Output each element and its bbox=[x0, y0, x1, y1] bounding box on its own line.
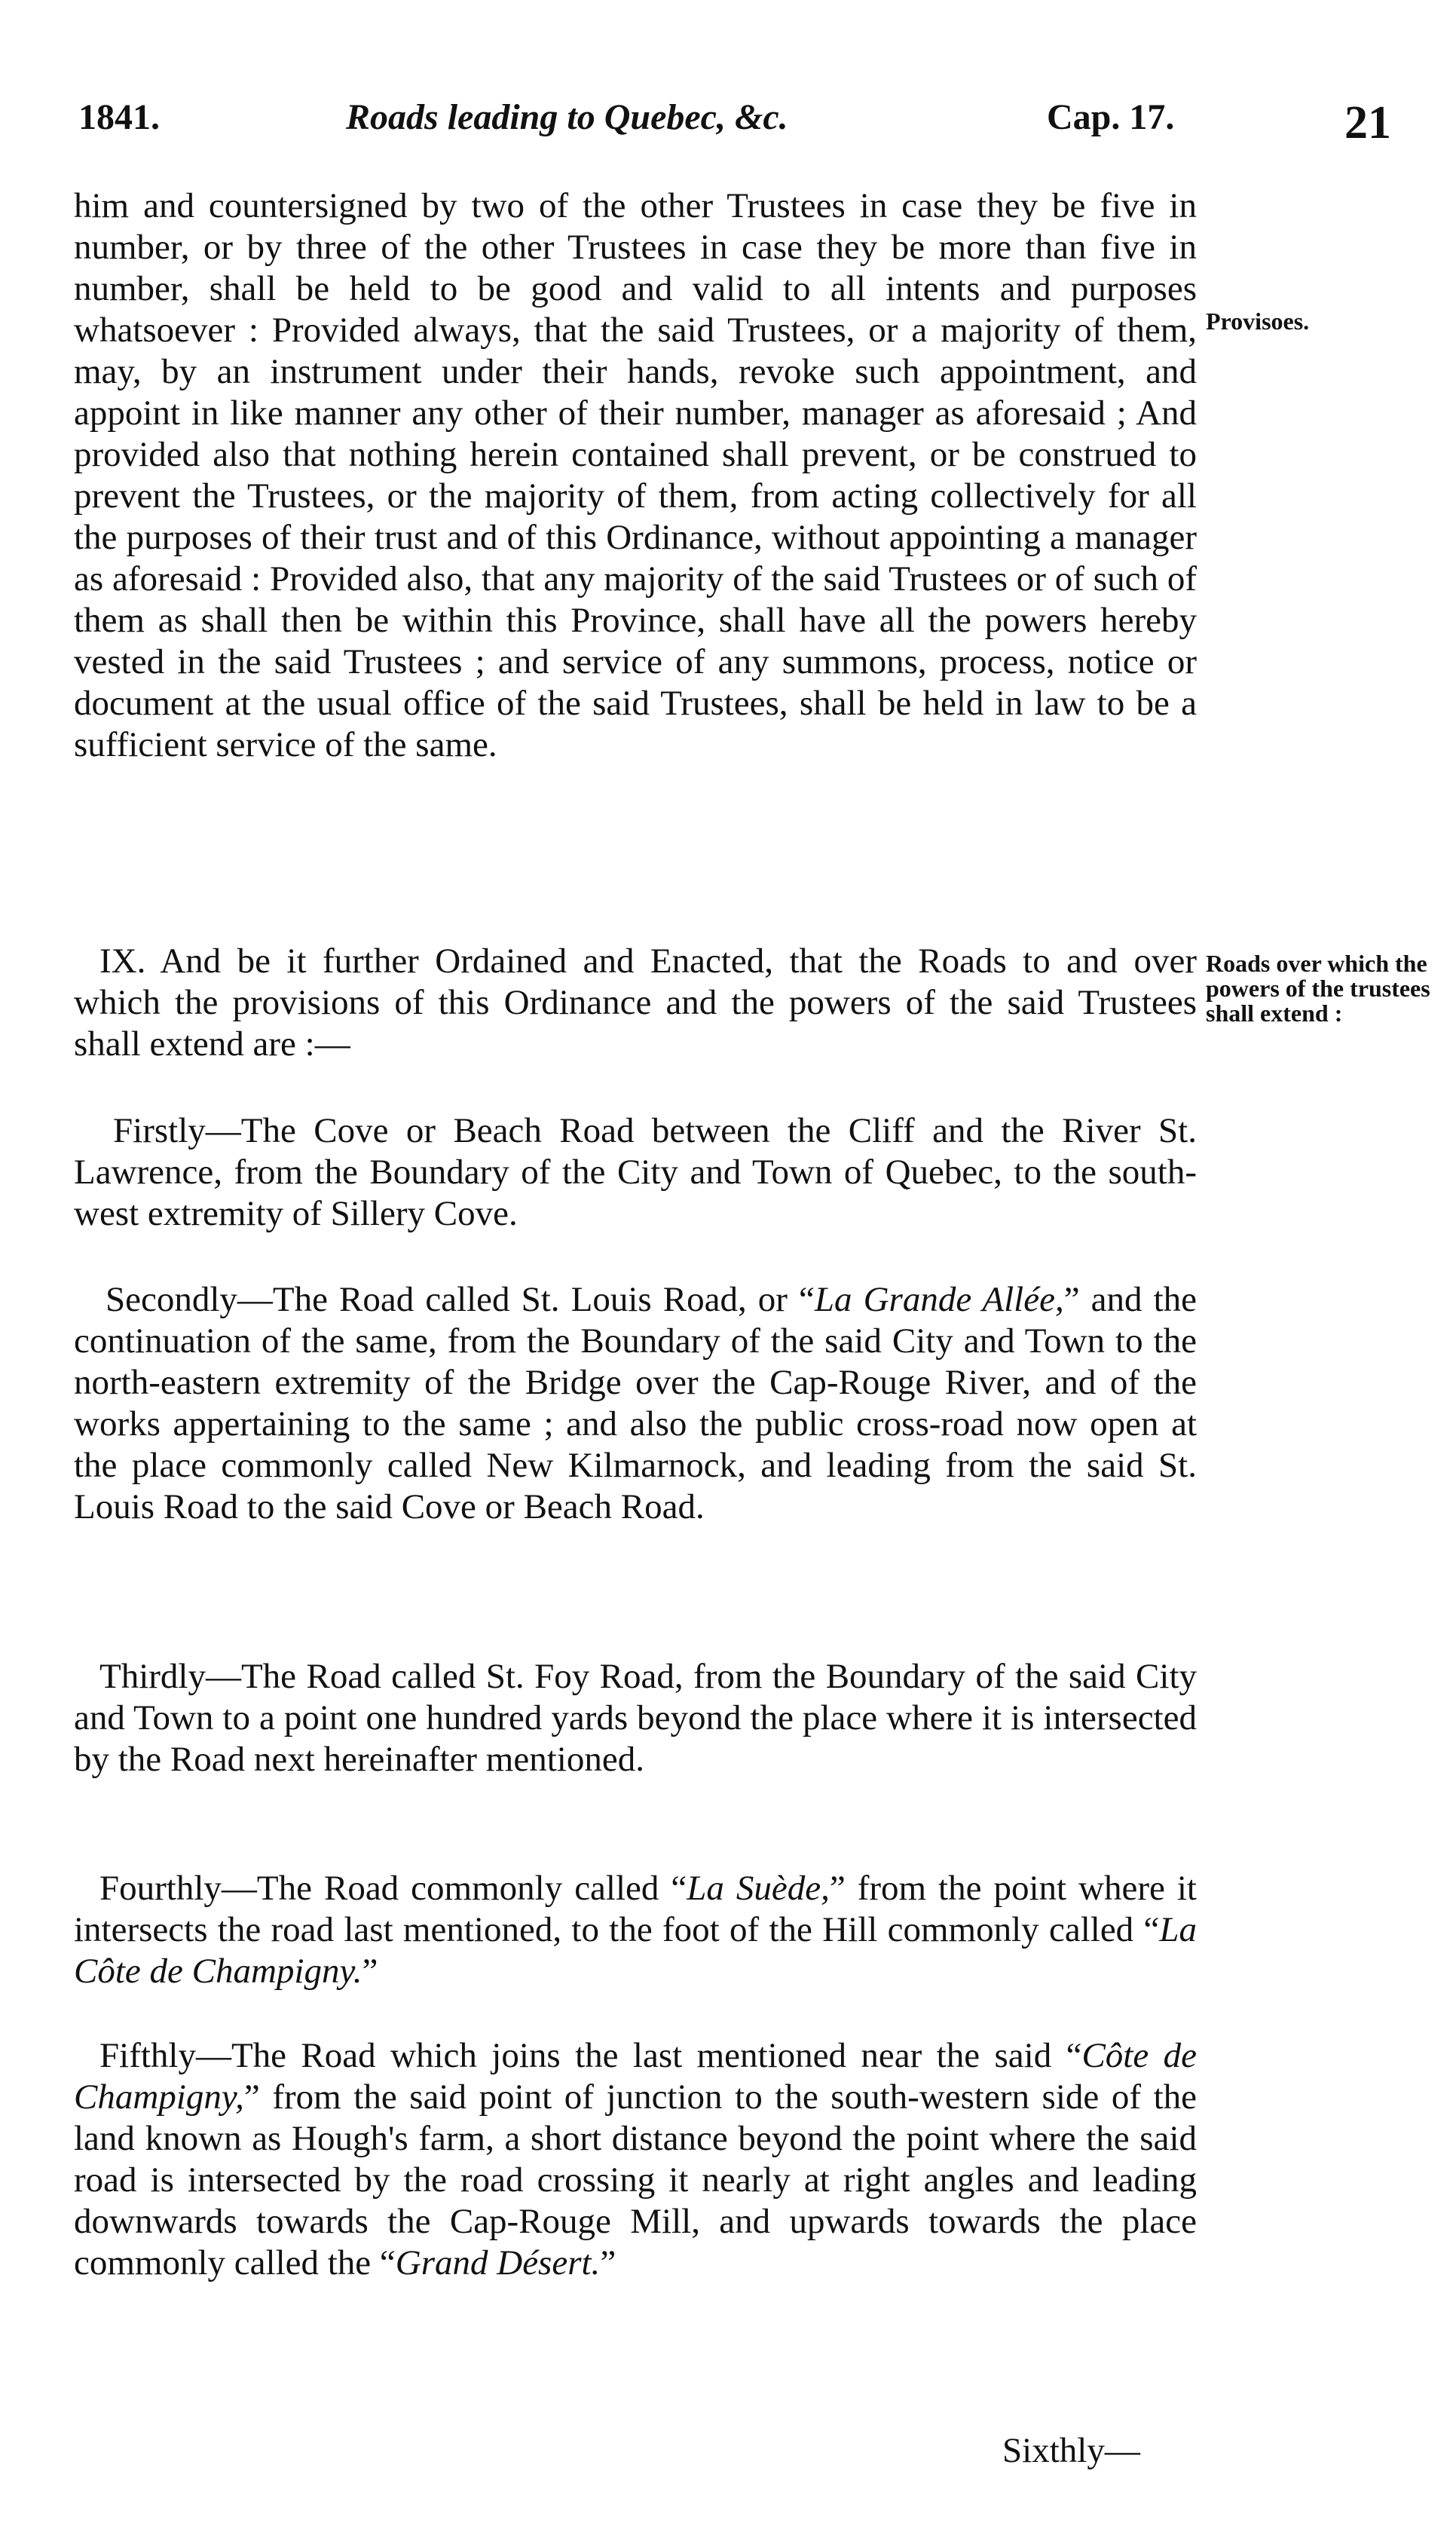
fourthly-mid: ” from the point where it intersects the road last mentioned, to the foot of the Hill commonly called “ bbox=[74, 1869, 1197, 1949]
paragraph-fifthly bbox=[74, 2035, 1197, 2284]
margin-note-roads-over: Roads over which the powers of the trustees shall extend : bbox=[1206, 950, 1430, 1027]
fourthly-road-name: La Suède, bbox=[687, 1869, 830, 1908]
secondly-road-name: La Grande Allée, bbox=[814, 1280, 1064, 1319]
margin-note-provisoes: Provisoes. bbox=[1206, 308, 1310, 335]
fifthly-lead: Fifthly—The Road which joins the last mentioned near the said “ bbox=[99, 2036, 1082, 2075]
fourthly-end: ” bbox=[362, 1952, 378, 1991]
running-header bbox=[78, 96, 1390, 149]
paragraph-section-ix: IX. And be it further Ordained and Enacted, that the Roads to and over which the provisions of this Ordinance and the powers of the said Trustees shall extend are :— bbox=[74, 941, 1197, 1064]
page-number: 21 bbox=[1344, 97, 1391, 148]
fifthly-end: ” bbox=[600, 2243, 616, 2282]
catchword: Sixthly— bbox=[1002, 2431, 1140, 2470]
fifthly-mid: ” from the said point of junction to the south-western side of the land known as Hough's farm, a short distance beyond the point where the said road is intersected by the road crossing it nearly at right angles and leading downwards towards the Cap-Rouge Mill, and upwards towards the place commonly called the “ bbox=[74, 2077, 1197, 2282]
fifthly-desert-name: Grand Désert. bbox=[395, 2243, 601, 2282]
paragraph-fourthly bbox=[74, 1868, 1197, 1992]
secondly-rest: ” and the continuation of the same, from the Boundary of the said City and Town to the north-eastern extremity of the Bridge over the Cap-Rouge River, and of the works appertaining to the same ; and also the public cross-road now open at the place commonly called New Kilmarnock, and leading from the said St. Louis Road to the said Cove or Beach Road. bbox=[74, 1280, 1198, 1526]
paragraph-secondly bbox=[74, 1279, 1197, 1528]
header-year: 1841. bbox=[78, 97, 160, 137]
fourthly-hill-name: La Côte de Champigny. bbox=[74, 1910, 1197, 1991]
secondly-lead: Secondly—The Road called St. Louis Road, or “ bbox=[106, 1280, 815, 1319]
fourthly-lead: Fourthly—The Road commonly called “ bbox=[99, 1869, 687, 1908]
paragraph-continuation: him and countersigned by two of the other Trustees in case they be five in number, or by three of the other Trustees in case they be more than five in number, shall be held to be good and valid to all intents and purposes whatsoever : Provided always, that the said Trustees, or a majority of them, may, by an instrument under their hands, revoke such appointment, and appoint in like manner any other of their number, manager as aforesaid ; And provided also that nothing herein contained shall prevent, or be construed to prevent the Trustees, or the majority of them, from acting collectively for all the purposes of their trust and of this Ordinance, without appointing a manager as aforesaid : Provided also, that any majority of the said Trustees or of such of them as shall then be within this Province, shall have all the powers hereby vested in the said Trustees ; and service of any summons, process, notice or document at the usual office of the said Trustees, shall be held in law to be a sufficient service of the same. bbox=[74, 186, 1197, 764]
paragraph-thirdly: Thirdly—The Road called St. Foy Road, from the Boundary of the said City and Town to a point one hundred yards beyond the place where it is intersected by the Road next hereinafter mentioned. bbox=[74, 1657, 1197, 1779]
paragraph-firstly: Firstly—The Cove or Beach Road between the Cliff and the River St. Lawrence, from the Boundary of the City and Town of Quebec, to the south-west extremity of Sillery Cove. bbox=[74, 1111, 1197, 1233]
header-title: Roads leading to Quebec, &c. bbox=[346, 97, 788, 137]
header-chapter: Cap. 17. bbox=[1047, 97, 1175, 137]
fifthly-cote-name: Côte de Champigny, bbox=[74, 2036, 1197, 2117]
